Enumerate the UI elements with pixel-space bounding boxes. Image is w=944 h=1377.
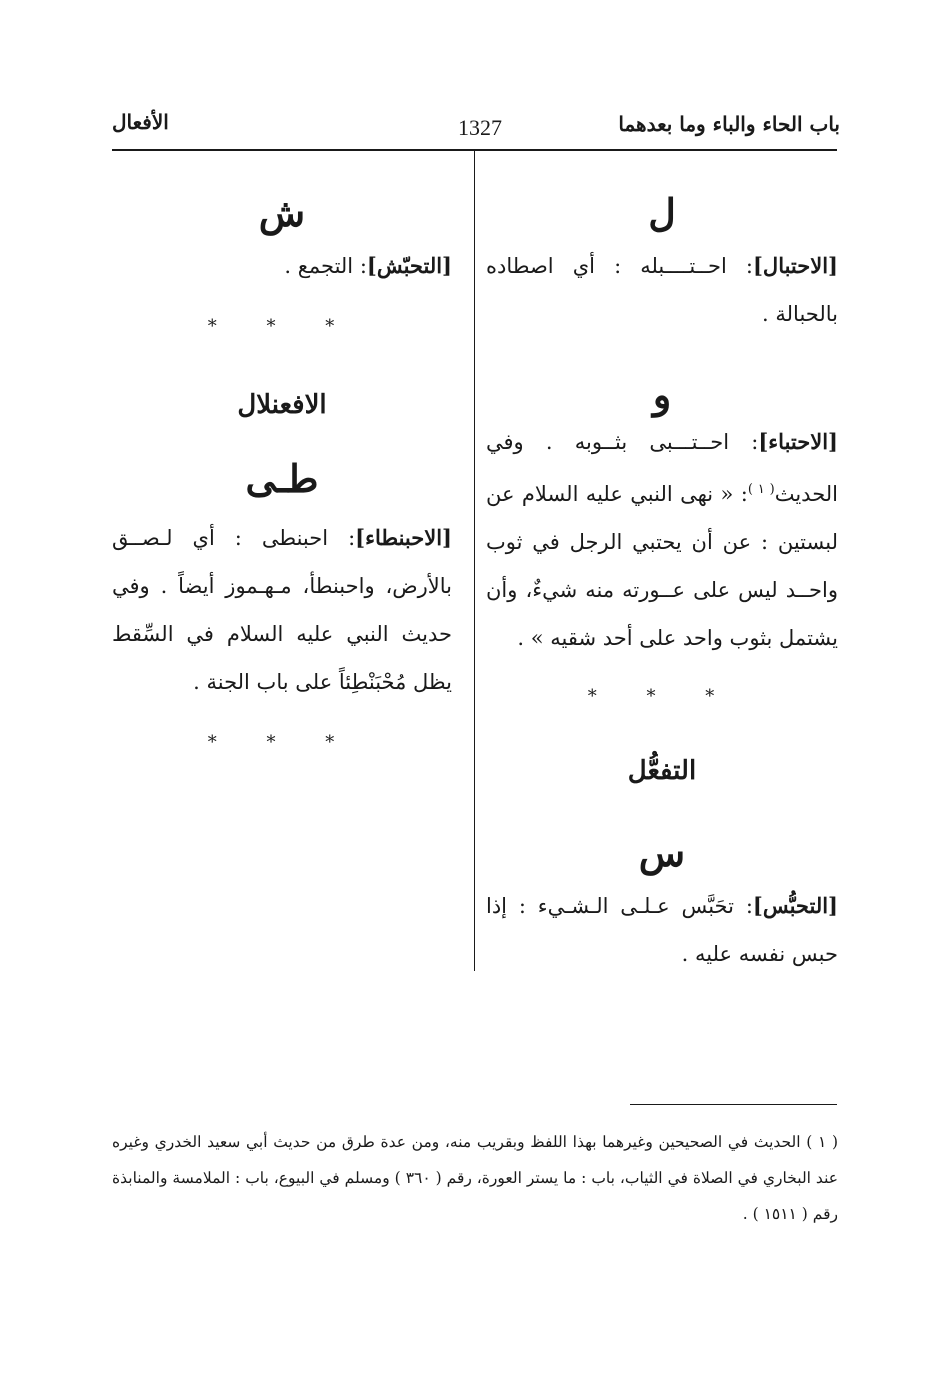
section-separator-stars: * * * (207, 732, 357, 753)
letter-heading-shin: ش (258, 190, 306, 235)
footnote-rule (630, 1104, 837, 1105)
letter-heading-lam: ل (648, 190, 676, 235)
entry-definition: : احبنطى : أي لـصــق بالأرض، واحبنطأ، مـهـموز أيضاً . وفي حديث النبي عليه السلام في السِّقط يظل مُحْبَنْطِئاً على باب الجنة . (112, 526, 452, 694)
entry-ihtiba (486, 418, 838, 662)
section-separator-stars: * * * (587, 686, 737, 707)
letter-heading-waw: و (652, 372, 672, 417)
section-heading-ifinlal: الافعنلال (237, 390, 327, 420)
entry-definition-cont: : « نهى النبي عليه السلام عن لبستين : عن أن يحتبي الرجل في ثوب واحــد ليس على عــورته منه شيءٌ، وأن يشتمل بثوب واحد على أحد شقيه » . (486, 482, 838, 650)
column-divider (474, 151, 475, 971)
entry-definition: : تحَبَّس عـلـى الـشـيء : إذا حبس نفسه عليه . (486, 894, 838, 966)
running-head-section: الأفعال (112, 110, 169, 134)
entry-term: [الاحبنطاء] (355, 525, 452, 550)
entry-definition: : احــتـــبى بثــوبه . وفي الحديث (486, 430, 838, 506)
entry-tahabbus (486, 882, 838, 978)
entry-term: [الاحتباء] (758, 429, 838, 454)
letter-heading-sin: س (638, 830, 686, 875)
entry-ihtibal (486, 242, 838, 338)
entry-term: [التحبُّس] (752, 893, 838, 918)
running-head-chapter: باب الحاء والباء وما بعدهما (618, 112, 840, 136)
footnote: ( ١ ) الحديث في الصحيحين وغيرهما بهذا اللفظ وبقريب منه، ومن عدة طرق من حديث أبي سعيد الخدري وغيره عند البخاري في الصلاة في الثياب، باب : ما يستر العورة، رقم ( ٣٦٠ ) ومسلم في البيوع، باب : الملامسة والمنابذة رقم ( ١٥١١ ) . (112, 1133, 838, 1223)
entry-definition: : احــتــــبله : أي اصطاده بالحبالة . (486, 254, 838, 326)
entry-tahabbush (112, 242, 452, 290)
entry-ihbinta (112, 514, 452, 706)
entry-term: [التحبّش] (366, 253, 452, 278)
entry-definition: : التجمع . (284, 254, 367, 278)
page-number: 1327 (458, 115, 502, 140)
footnote-reference: ( ١ ) (747, 482, 775, 497)
section-separator-stars: * * * (207, 316, 357, 337)
entry-term: [الاحتبال] (753, 253, 838, 278)
letter-heading-ta: طـى (245, 456, 319, 501)
section-heading-tafaul: التفعُّل (627, 756, 697, 786)
